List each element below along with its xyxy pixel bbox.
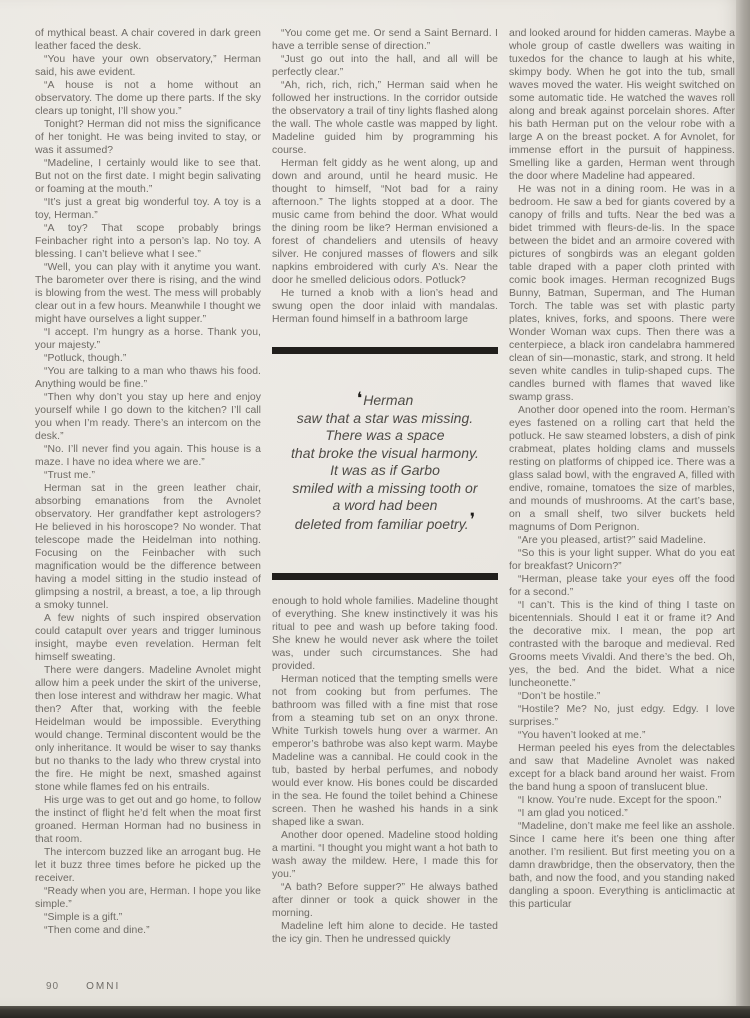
paragraph: “No. I’ll never find you again. This house is a maze. I have no idea where we are.” bbox=[35, 444, 261, 468]
pullquote-text: Herman bbox=[363, 392, 414, 408]
paragraph: Herman felt giddy as he went along, up and down and around, until he heard music. He thought to himself, “Not bad for a rainy afternoon.” The lights stopped at a door. The music came from behind the door. What would the dining room be like? Herman envisioned a forest of chandeliers and utensils of heavy silver. He conjured masses of flowers and silk napkins embroidered with curly A’s. Near the door he smelled delicious odors. Potluck? bbox=[272, 158, 498, 286]
paragraph: He was not in a dining room. He was in a bedroom. He saw a bed for giants covered by a canopy of frills and tufts. Near the bed was a bidet trimmed with fleurs-de-lis. In the space between the bidet and an armoire covered with pictures of songbirds was an elegant golden table draped with a paper cloth printed with comic book images. Herman recognized Bugs Bunny, Batman, Superman, and The Human Torch. The table was set with plastic party plates, knives, forks, and spoons. There were Wonder Woman wax cups. Then there was a centerpiece, a black iron candelabra hammered clean of sin—monastic, stark, and strong. It held seven white candles in tulip-shaped cups. The candles burned with flames that waved like swamp grass. bbox=[509, 184, 735, 403]
paragraph: “Well, you can play with it anytime you want. The barometer over there is rising, and the wind is blowing from the west. The mess will probably clear out in a few hours. Meanwhile I thought we might have ourselves a light supper.” bbox=[35, 262, 261, 325]
paragraph: “So this is your light supper. What do you eat for breakfast? Unicorn?” bbox=[509, 548, 735, 572]
pullquote-rule-bottom bbox=[272, 573, 498, 580]
paragraph: “Trust me.” bbox=[44, 470, 95, 481]
paragraph: Madeline left him alone to decide. He tasted the icy gin. Then he undressed quickly bbox=[272, 921, 498, 945]
paragraph: “Potluck, though.” bbox=[44, 353, 127, 364]
page-right-edge bbox=[736, 0, 750, 1006]
paragraph: “You haven’t looked at me.” bbox=[518, 730, 646, 741]
paragraph: “Then why don’t you stay up here and enjoy yourself while I go down to the kitchen? I’ll call you when I’m ready. There’s an intercom on the desk.” bbox=[35, 392, 261, 442]
paragraph: “Hostile? Me? No, just edgy. Edgy. I love surprises.” bbox=[509, 704, 735, 728]
paragraph: “Madeline, don’t make me feel like an asshole. Since I came here it’s been one thing after another. I’m resilient. But first meeting you on a damn drawbridge, then the observatory, then the bath, and now the food, and you standing naked dangling a spoon. Everything is anticlimactic at this particular bbox=[509, 821, 735, 910]
paragraph: “I can’t. This is the kind of thing I taste on bicentennials. Should I eat it or frame it? And the decorative mix. I mean, the pop art contrasted with the baroque and medieval. Red Grooms meets Vivaldi. And there’s the bed. Oh, yes, the bed. And the bidet. What a nice luncheonette.” bbox=[509, 600, 735, 689]
page-number: 90 bbox=[46, 981, 60, 992]
page-footer bbox=[46, 981, 120, 992]
paragraph: “I know. You’re nude. Except for the spoon.” bbox=[518, 795, 722, 806]
paragraph: Another door opened into the room. Herman’s eyes fastened on a rolling cart that held the potluck. He saw steamed lobsters, a dish of pink crabmeat, plates holding clams and mussels resting on platforms of chipped ice. There was a glass salad bowl, with the engraved A, filled with endive, romaine, tomatoes the size of marbles, and mounds of mushrooms. At the cart’s base, on a small shelf, two silver buckets held magnums of Dom Perignon. bbox=[509, 405, 735, 533]
paragraph: enough to hold whole families. Madeline thought of everything. She knew instinctively it was his ritual to pee and wash up before taking food. She knew he would never ask where the toilet was, under such circumstances. She had provided. bbox=[272, 596, 498, 672]
pullquote-line: that broke the visual harmony. bbox=[290, 444, 479, 461]
paragraph: Herman sat in the green leather chair, absorbing emanations from the Avnolet observatory. Her grandfather kept astrologers? He believed in his horoscope? No wonder. That telescope made the Heidelman into nothing. Focusing on the Feinbacher with such magnification would be the difference between having a model sitting in the studio instead of glimpsing a nostril, a breast, a toe, a lip through a smoky tunnel. bbox=[35, 483, 261, 611]
pullquote-line: a word had been bbox=[332, 497, 438, 513]
pullquote-rule-top bbox=[272, 347, 498, 354]
paragraph: Herman noticed that the tempting smells were not from cooking but from perfumes. The bathroom was filled with a fine mist that rose from a steaming tub set on an onyx throne. White Turkish towels hung over a warmer. An emperor’s bathrobe was also kept warm. Maybe Madeline was a cannibal. He could cook in the tub, basted by herbal perfumes, and nobody would ever know. His bones could be discarded in the sea. He found the toilet behind a Chinese screen. Then he washed his hands in a sink shaped like a swan. bbox=[272, 674, 498, 828]
paragraph: “A bath? Before supper?” He always bathed after dinner or took a quick shower in the morning. bbox=[272, 882, 498, 919]
paragraph: “You have your own observatory,” Herman said, his awe evident. bbox=[35, 54, 261, 78]
pullquote-line: It was as if Garbo bbox=[330, 462, 440, 478]
paragraph: “You come get me. Or send a Saint Bernard. I have a terrible sense of direction.” bbox=[272, 28, 498, 52]
column-2 bbox=[272, 27, 498, 979]
paragraph: “Ah, rich, rich, rich,” Herman said when he followed her instructions. In the corridor outside the observatory a trail of tiny lights flashed along the wall. The whole castle was mapped by light. Madeline guided him by programming his course. bbox=[272, 80, 498, 156]
page-bottom-edge bbox=[0, 1006, 750, 1018]
paragraph: He turned a knob with a lion’s head and swung open the door inlaid with mandalas. Herman found himself in a bathroom large bbox=[272, 288, 498, 325]
paragraph: “You are talking to a man who thaws his food. Anything would be fine.” bbox=[35, 366, 261, 390]
pullquote-body bbox=[272, 354, 498, 573]
paragraph: “Herman, please take your eyes off the food for a second.” bbox=[509, 574, 735, 598]
close-quote-icon: ❜ bbox=[469, 509, 476, 529]
pullquote-line: There was a space bbox=[325, 427, 445, 443]
column-2-bottom bbox=[272, 595, 498, 946]
open-quote-icon: ❛ bbox=[356, 389, 363, 408]
pullquote-line: saw that a star was missing. bbox=[296, 409, 474, 426]
paragraph: The intercom buzzed like an arrogant bug. He let it buzz three times before he picked up the receiver. bbox=[35, 847, 261, 884]
column-1 bbox=[35, 27, 261, 979]
paragraph: “It’s just a great big wonderful toy. A toy is a toy, Herman.” bbox=[35, 197, 261, 221]
paragraph: “A house is not a home without an observatory. The dome up there parts. If the sky clears up tonight, I’ll show you.” bbox=[35, 80, 261, 117]
paragraph: There were dangers. Madeline Avnolet might allow him a peek under the skirt of the universe, then lose interest and withdraw her magic. What then? After that, working with the feeble Heidelman would be impossible. Everything would change. Terminal discontent would be the only inheritance. It would be wiser to say thanks but no thanks to the lady who threw crystal into the fire. He might be next, smashed against stone while flames fed on his entrails. bbox=[35, 665, 261, 793]
paragraph: “Madeline, I certainly would like to see that. But not on the first date. I might begin salivating or foaming at the mouth.” bbox=[35, 158, 261, 195]
paragraph: Herman peeled his eyes from the delectables and saw that Madeline Avnolet was naked except for a black band around her waist. From the band hung a spoon of translucent blue. bbox=[509, 743, 735, 793]
article-body bbox=[35, 27, 735, 979]
paragraph: A few nights of such inspired observation could catapult over years and trigger luminous insight, maybe even revelation. Herman felt himself sweating. bbox=[35, 613, 261, 663]
pullquote-line bbox=[274, 509, 496, 534]
paragraph: “I accept. I’m hungry as a horse. Thank you, your majesty.” bbox=[35, 327, 261, 351]
paragraph: Another door opened. Madeline stood holding a martini. “I thought you might want a hot bath to wash away the mildew. Here, I made this for you.” bbox=[272, 830, 498, 880]
paragraph: “Simple is a gift.” bbox=[44, 912, 123, 923]
paragraph: “Just go out into the hall, and all will be perfectly clear.” bbox=[272, 54, 498, 78]
paragraph: “I am glad you noticed.” bbox=[518, 808, 628, 819]
paragraph: Tonight? Herman did not miss the significance of her tonight. He was being invited to stay, or was it assumed? bbox=[35, 119, 261, 156]
column-2-top bbox=[272, 27, 498, 326]
paragraph: of mythical beast. A chair covered in dark green leather faced the desk. bbox=[35, 28, 261, 52]
paragraph: “Ready when you are, Herman. I hope you like simple.” bbox=[35, 886, 261, 910]
paragraph: His urge was to get out and go home, to follow the instinct of flight he’d felt when the moat first groaned. Herman Horman had no business in that room. bbox=[35, 795, 261, 845]
paragraph: and looked around for hidden cameras. Maybe a whole group of castle dwellers was waiting in tuxedos for the chance to laugh at his white, skimpy body. When he got into the tub, small waves moved the water. His weight switched on some automatic tide. He watched the waves roll along and break against porcelain shores. After his bath Herman put on the velour robe with a large A on the breast pocket. A for Avnolet, for immense effort in the pursuit of happiness. Smelling like a garden, Herman went through the door where Madeline had appeared. bbox=[509, 28, 735, 182]
magazine-name: OMNI bbox=[86, 981, 121, 992]
column-3 bbox=[509, 27, 735, 979]
paragraph: “A toy? That scope probably brings Feinbacher right into a person’s lap. No toy. A blessing. I can’t believe what I see.” bbox=[35, 223, 261, 260]
paragraph: “Are you pleased, artist?” said Madeline. bbox=[518, 535, 707, 546]
paragraph: “Don’t be hostile.” bbox=[518, 691, 601, 702]
pullquote-line: smiled with a missing tooth or bbox=[292, 479, 478, 496]
paragraph: “Then come and dine.” bbox=[44, 925, 150, 936]
pullquote bbox=[272, 347, 498, 580]
pullquote-line bbox=[274, 391, 496, 410]
pullquote-text: deleted from familiar poetry. bbox=[294, 515, 469, 532]
